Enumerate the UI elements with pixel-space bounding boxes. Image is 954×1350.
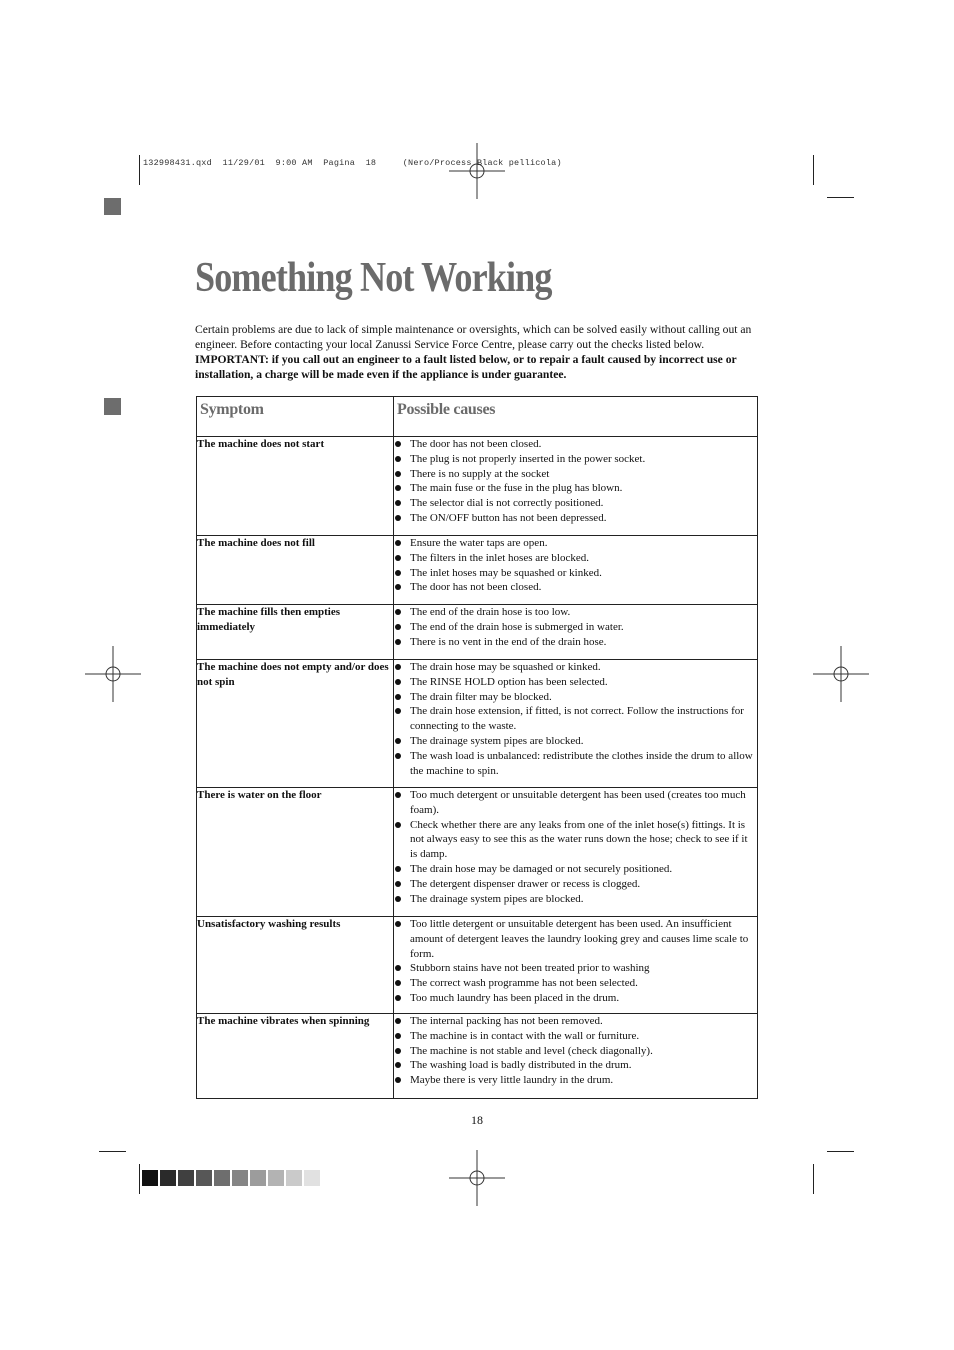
list-item: There is no supply at the socket <box>394 467 757 482</box>
crop-mark <box>813 1164 814 1194</box>
list-item: The filters in the inlet hoses are blocked. <box>394 551 757 566</box>
page-number: 18 <box>471 1113 483 1127</box>
symptom-cell: The machine fills then empties immediately <box>197 605 394 660</box>
list-item: The end of the drain hose is submerged in water. <box>394 620 757 635</box>
margin-marker <box>104 198 121 215</box>
list-item: The detergent dispenser drawer or recess is clogged. <box>394 877 757 892</box>
color-swatch <box>250 1170 266 1186</box>
color-swatch <box>214 1170 230 1186</box>
margin-marker <box>104 398 121 415</box>
list-item: Too much laundry has been placed in the drum. <box>394 991 757 1006</box>
causes-cell <box>394 1014 758 1099</box>
intro-important: IMPORTANT: if you call out an engineer to a fault listed below, or to repair a fault caused by incorrect use or installation, a charge will be made even if the appliance is under guarantee. <box>195 353 737 381</box>
causes-header: Possible causes <box>394 397 758 437</box>
list-item: Too much detergent or unsuitable detergent has been used (creates too much foam). <box>394 788 757 818</box>
causes-cell <box>394 917 758 1014</box>
registration-mark-icon <box>449 1150 505 1206</box>
list-item: The plug is not properly inserted in the power socket. <box>394 452 757 467</box>
list-item: The door has not been closed. <box>394 437 757 452</box>
causes-cell <box>394 605 758 660</box>
table-row <box>197 1014 758 1099</box>
color-swatch <box>196 1170 212 1186</box>
list-item: The internal packing has not been removed. <box>394 1014 757 1029</box>
fault-rows <box>197 437 758 1099</box>
causes-list <box>394 536 757 595</box>
fault-table <box>196 396 758 1099</box>
list-item: The correct wash programme has not been selected. <box>394 976 757 991</box>
list-item: Too little detergent or unsuitable detergent has been used. An insufficient amount of detergent leaves the laundry looking grey and causes lime scale to form. <box>394 917 757 961</box>
color-swatch <box>232 1170 248 1186</box>
list-item: The RINSE HOLD option has been selected. <box>394 675 757 690</box>
crop-mark <box>813 155 814 185</box>
registration-mark-icon <box>813 646 869 702</box>
list-item: Check whether there are any leaks from one of the inlet hose(s) fittings. It is not always easy to see this as the water runs down the hose; check to see if it is damp. <box>394 818 757 862</box>
list-item: The drain hose may be squashed or kinked. <box>394 660 757 675</box>
intro-text: Certain problems are due to lack of simple maintenance or oversights, which can be solved easily without calling out an engineer. Before contacting your local Zanussi Service Force Centre, please carry out the checks listed below. <box>195 323 752 351</box>
list-item: The washing load is badly distributed in the drum. <box>394 1058 757 1073</box>
symptom-cell: The machine does not start <box>197 437 394 536</box>
table-header-row <box>197 397 758 437</box>
symptom-cell: The machine does not empty and/or does not spin <box>197 660 394 788</box>
list-item: The inlet hoses may be squashed or kinked. <box>394 566 757 581</box>
list-item: Maybe there is very little laundry in the drum. <box>394 1073 757 1088</box>
symptom-cell: The machine does not fill <box>197 536 394 605</box>
causes-list <box>394 660 757 778</box>
list-item: The drainage system pipes are blocked. <box>394 734 757 749</box>
list-item: Ensure the water taps are open. <box>394 536 757 551</box>
list-item: There is no vent in the end of the drain hose. <box>394 635 757 650</box>
crop-mark <box>139 155 140 185</box>
list-item: The machine is in contact with the wall or furniture. <box>394 1029 757 1044</box>
list-item: The drain hose extension, if fitted, is not correct. Follow the instructions for connecting to the waste. <box>394 704 757 734</box>
color-swatch <box>178 1170 194 1186</box>
causes-list <box>394 1014 757 1088</box>
table-row <box>197 917 758 1014</box>
list-item: The ON/OFF button has not been depressed. <box>394 511 757 526</box>
table-row <box>197 605 758 660</box>
causes-list <box>394 605 757 649</box>
registration-mark-icon <box>85 646 141 702</box>
color-swatch <box>304 1170 320 1186</box>
symptom-cell: There is water on the floor <box>197 788 394 917</box>
table-row <box>197 660 758 788</box>
list-item: The machine is not stable and level (check diagonally). <box>394 1044 757 1059</box>
list-item: The drain hose may be damaged or not securely positioned. <box>394 862 757 877</box>
causes-cell <box>394 660 758 788</box>
table-row <box>197 437 758 536</box>
symptom-cell: Unsatisfactory washing results <box>197 917 394 1014</box>
color-swatch <box>268 1170 284 1186</box>
causes-list <box>394 437 757 526</box>
page-title: Something Not Working <box>195 255 552 301</box>
list-item: The main fuse or the fuse in the plug has blown. <box>394 481 757 496</box>
registration-mark-icon <box>449 143 505 199</box>
symptom-cell: The machine vibrates when spinning <box>197 1014 394 1099</box>
table-row <box>197 788 758 917</box>
causes-cell <box>394 437 758 536</box>
causes-cell <box>394 788 758 917</box>
list-item: The end of the drain hose is too low. <box>394 605 757 620</box>
list-item: The wash load is unbalanced: redistribute the clothes inside the drum to allow the machine to spin. <box>394 749 757 779</box>
color-swatch <box>286 1170 302 1186</box>
crop-mark <box>827 197 854 198</box>
list-item: The drain filter may be blocked. <box>394 690 757 705</box>
intro-paragraph <box>195 322 760 382</box>
crop-mark <box>99 1151 126 1152</box>
causes-list <box>394 917 757 1006</box>
list-item: The selector dial is not correctly positioned. <box>394 496 757 511</box>
causes-cell <box>394 536 758 605</box>
color-swatch <box>160 1170 176 1186</box>
crop-mark <box>827 1151 854 1152</box>
crop-mark <box>139 1164 140 1194</box>
table-row <box>197 536 758 605</box>
color-swatch <box>142 1170 158 1186</box>
list-item: The door has not been closed. <box>394 580 757 595</box>
list-item: Stubborn stains have not been treated prior to washing <box>394 961 757 976</box>
causes-list <box>394 788 757 906</box>
symptom-header: Symptom <box>197 397 394 437</box>
list-item: The drainage system pipes are blocked. <box>394 892 757 907</box>
print-slug: 132998431.qxd 11/29/01 9:00 AM Pagina 18 (Nero/Process Black pellicola) <box>143 158 562 168</box>
